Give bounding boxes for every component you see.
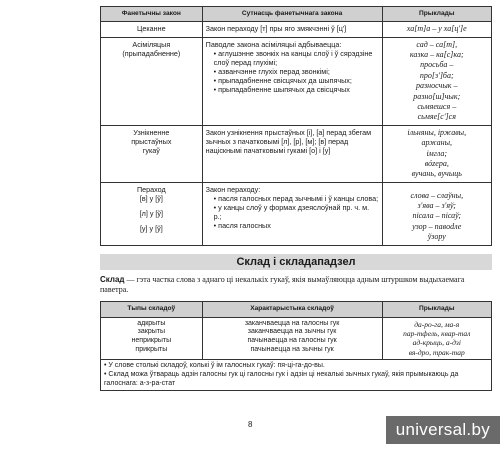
note: • Склад можа ўтвараць адзін галосны гук ці галосны гук і адзін ці некалькі зычных гукаў, якія прымыкаюць да галоснага: а-з-ра-стат <box>104 370 459 387</box>
page-content <box>100 6 492 391</box>
definition-paragraph <box>100 275 492 296</box>
characteristic: заканчваецца на зычны гук <box>247 328 337 336</box>
examples-cell <box>382 37 491 125</box>
law-name: Узнікненне <box>133 127 170 137</box>
syllable-types-table <box>100 301 492 391</box>
example: разно[ш]чык; <box>413 91 461 101</box>
type-cell <box>101 317 203 360</box>
description-text: Закон узнікнення прыстаўных [і], [а] перад збегам зычных з пачатковымі [л], [р], [м]; [в] перад націскнымі пачатковымі гукамі [о] і [у] <box>205 127 372 155</box>
law-name: Цеканне <box>137 24 166 34</box>
examples-cell <box>382 125 491 182</box>
examples-cell <box>382 22 491 37</box>
example: про[з']ба; <box>419 70 454 80</box>
example: ільняны, іржавы, <box>407 127 467 137</box>
characteristic: пачынаецца на зычны гук <box>250 345 334 353</box>
column-header: Характарыстыка складоў <box>202 302 382 317</box>
law-name: Асіміляцыя <box>132 39 171 49</box>
table-header-row <box>101 7 492 22</box>
example: пар-тфель, квар-тал <box>403 329 471 339</box>
examples-cell <box>382 182 491 245</box>
example: сьмяешся – <box>417 101 457 111</box>
law-name: [у] у [ў] <box>139 223 163 233</box>
list-item: • азванчэнне глухіх перад звонкімі; <box>214 67 379 76</box>
law-cell <box>101 182 203 245</box>
example: вя-дро, трак-тар <box>408 347 465 357</box>
note: • У слове столькі складоў, колькі ў ім галосных гукаў: пя-ці-га-до-вы. <box>104 362 325 370</box>
example: вózера, <box>424 158 449 168</box>
characteristic: пачынаецца на галосны гук <box>247 337 337 345</box>
example: просьба – <box>420 60 454 70</box>
example: слова – слаўны, <box>410 190 464 200</box>
column-header: Фанетычны закон <box>101 7 203 22</box>
bullet-list <box>206 194 379 230</box>
table-row <box>101 182 492 245</box>
list-item: • пасля галосных перад зычнымі і ў канцы слова; <box>214 194 379 203</box>
column-header: Прыклады <box>382 7 491 22</box>
characteristic-cell <box>202 317 382 360</box>
description-cell <box>202 22 382 37</box>
description-cell <box>202 37 382 125</box>
law-cell <box>101 37 203 125</box>
example: пісала – пісаў; <box>412 211 462 221</box>
section-title: Склад і складападзел <box>100 254 492 270</box>
description-cell <box>202 182 382 245</box>
column-header: Сутнасць фанетычнага закона <box>202 7 382 22</box>
law-cell <box>101 22 203 37</box>
column-header: Тыпы складоў <box>101 302 203 317</box>
definition-text: — гэта частка слова з аднаго ці некалькіх гукаў, якія вымаўляюцца адным штуршком выдыхаемага паветра. <box>100 274 465 295</box>
example: да-ро-га, ма-я <box>414 319 460 329</box>
example: з'ява – з'яў; <box>417 201 456 211</box>
description-text: Паводле закона асіміляцыі адбываецца: <box>205 39 342 49</box>
law-name: Пераход <box>136 184 166 194</box>
characteristic: заканчваецца на галосны гук <box>244 319 340 327</box>
table-row <box>101 360 492 391</box>
example: ха[т]а – у ха[ц']е <box>406 24 467 34</box>
syllable-type: неприкрыты <box>131 337 172 345</box>
example: казка – ка[с]ка; <box>409 50 464 60</box>
description-cell <box>202 125 382 182</box>
example: аржаны, <box>421 138 453 148</box>
example: ўзору <box>427 232 446 242</box>
law-name: гукаў <box>142 145 160 155</box>
syllable-type: закрыты <box>137 328 165 336</box>
table-header-row <box>101 302 492 317</box>
table-row <box>101 22 492 37</box>
syllable-type: адкрыты <box>137 319 166 327</box>
law-cell <box>101 125 203 182</box>
watermark-badge[interactable]: universal.by <box>386 416 500 444</box>
example: разносчык – <box>416 81 458 91</box>
example: вучань, вучыць <box>411 169 462 179</box>
table-row <box>101 37 492 125</box>
list-item: • прыпадабненне свісцячых да шыпячых; <box>214 76 379 85</box>
page-number: 8 <box>248 420 253 429</box>
example: узор – павodле <box>412 221 462 231</box>
list-item: • у канцы слоў у формах дзеяслоўнай пр. ч. м. р.; <box>214 203 379 221</box>
definition-term: Склад <box>100 274 125 284</box>
example: ад-крыць, а-дзі <box>412 338 461 348</box>
example: сад – са[т], <box>416 39 458 49</box>
bullet-list <box>206 49 379 94</box>
law-name: прыстаўных <box>131 136 172 146</box>
list-item: • аглушэнне звонкіх на канцы слоў і ў сярэдзіне слоў перад глухімі; <box>214 49 379 67</box>
example: імгла; <box>426 148 448 158</box>
law-name: [в] у [ў] <box>139 193 163 203</box>
list-item: • пасля галосных <box>214 221 379 230</box>
law-name: (прыпадабненне) <box>122 48 181 58</box>
examples-cell <box>382 317 491 360</box>
list-item: • прыпадабненне шыпячых да свісцячых <box>214 85 379 94</box>
notes-cell <box>101 360 492 391</box>
phonetic-laws-table <box>100 6 492 246</box>
syllable-type: прикрыты <box>135 345 168 353</box>
example: сьмяе[с']ся <box>417 112 456 122</box>
table-row <box>101 317 492 360</box>
description-text: Закон пераходу: <box>205 184 261 194</box>
description-text: Закон пераходу [т] пры яго змякчэнні ў [ц'] <box>205 24 347 34</box>
law-name: [л] у [ў] <box>139 208 164 218</box>
column-header: Прыклады <box>382 302 491 317</box>
table-row <box>101 125 492 182</box>
